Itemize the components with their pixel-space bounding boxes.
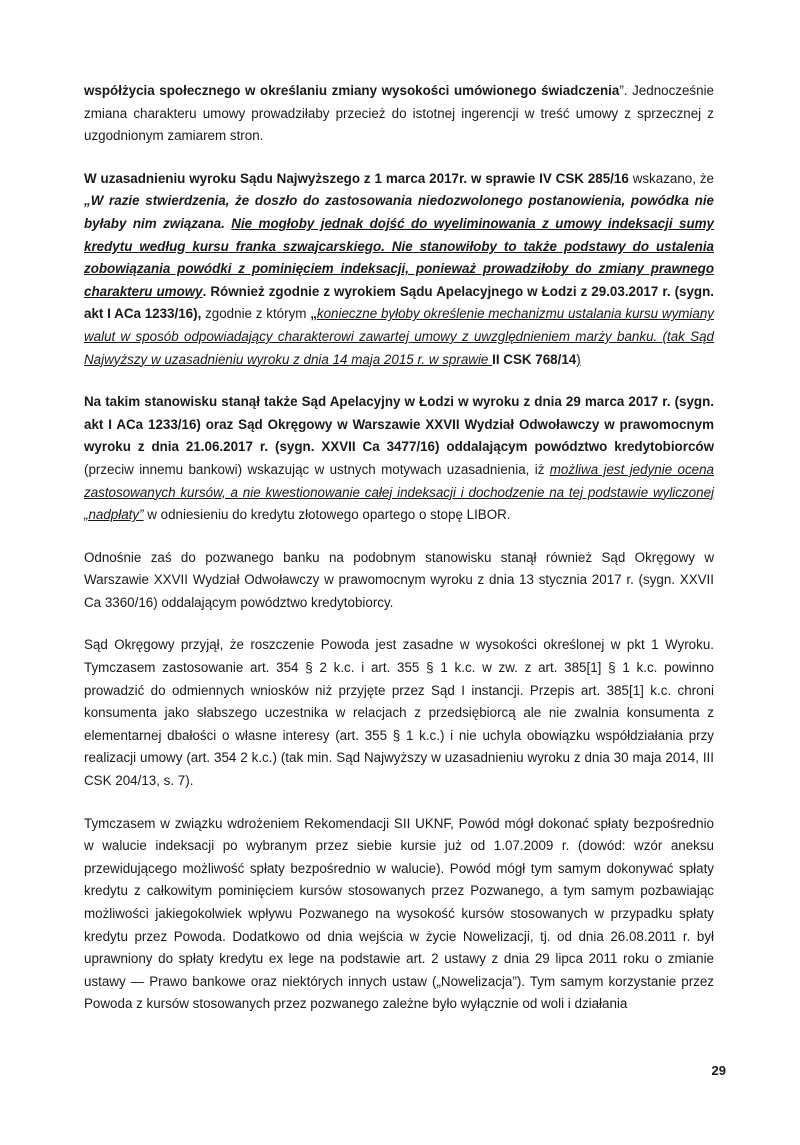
paragraph [84,391,714,527]
text-span: możliwa jest jedynie ocena zastosowanych kursów, a nie kwestionowanie całej indeksacji i dochodzenie na tej podstawie wyliczonej „nadpłaty” [84,461,714,523]
text-span: Nie mogłoby jednak dojść do wyeliminowania z umowy indeksacji sumy kredytu według kursu franka szwajcarskiego. Nie stanowiłoby to także podstawy do ustalenia zobowiązania powódki z pominięciem indeksacji, ponieważ prowadziłoby do zmiany prawnego charakteru umowy [84,215,714,299]
text-span: ) [576,351,581,367]
text-span: „ [310,306,317,322]
text-span: konieczne byłoby określenie mechanizmu ustalania kursu wymiany walut w sposób odpowiadający charakterowi zawartej umowy z uwzględnieniem marży banku. (tak Sąd Najwyższy w uzasadnieniu wyroku z dnia 14 maja 2015 r. w sprawie [84,306,714,367]
text-span: Tymczasem w związku wdrożeniem Rekomendacji SII UKNF, Powód mógł dokonać spłaty bezpośrednio w walucie indeksacji po wybranym przez siebie kursie już od 1.07.2009 r. (dowód: wzór aneksu przewidującego możliwość spłaty bezpośrednio w walucie). Powód mógł tym samym dokonywać spłaty kredytu z całkowitym pominięciem kursów stosowanych przez Pozwanego, a tym samym pozbawiając możliwości jakiegokolwiek wpływu Pozwanego na wysokość kursów stosowanych w przypadku spłaty kredytu przez Powoda. Dodatkowo od dnia wejścia w życie Nowelizacji, tj. od dnia 26.08.2011 r. był uprawniony do spłaty kredytu ex lege na podstawie art. 2 ustawy z dnia 29 lipca 2011 roku o zmianie ustawy — Prawo bankowe oraz niektórych innych ustaw („Nowelizacja”). Tym samym korzystanie przez Powoda z kursów stosowanych przez pozwanego zależne było wyłącznie od woli i działania [84,815,714,1012]
paragraph [84,80,714,148]
text-span: W uzasadnieniu wyroku Sądu Najwyższego z 1 marca 2017r. w sprawie IV CSK 285/16 [84,170,629,186]
paragraph [84,547,714,615]
text-span: w odniesieniu do kredytu złotowego opartego o stopę LIBOR. [143,507,511,523]
text-span: Na takim stanowisku stanął także Sąd Apelacyjny w Łodzi w wyroku z dnia 29 marca 2017 r. (sygn. akt I ACa 1233/16) oraz Sąd Okręgowy w Warszawie XXVII Wydział Odwoławczy w prawomocnym wyroku z dnia 21.06.2017 r. (sygn. XXVII Ca 3477/16) oddalającym powództwo kredytobiorców [84,394,714,455]
paragraph [84,634,714,792]
text-span: wskazano, że [628,170,714,186]
paragraph [84,813,714,1016]
page-number: 29 [711,1063,726,1078]
paragraph [84,168,714,371]
text-span: współżycia społecznego w określaniu zmiany wysokości umówionego świadczenia [84,83,620,98]
text-span: zgodnie z którym [201,306,311,322]
text-span: II CSK 768/14 [492,351,577,367]
text-span: „W razie stwierdzenia, że doszło do zastosowania niedozwolonego postanowienia, powódka nie byłaby nim związana. [84,193,714,231]
text-span: ”. Jednocześnie zmiana charakteru umowy prowadziłaby przecież do istotnej ingerencji w treść umowy z sprzecznej z uzgodnionym zamiarem stron. [84,83,714,144]
text-span: Sąd Okręgowy przyjął, że roszczenie Powoda jest zasadne w wysokości określonej w pkt 1 Wyroku. Tymczasem zastosowanie art. 354 § 2 k.c. i art. 355 § 1 k.c. w zw. z art. 385[1] § 1 k.c. powinno prowadzić do odmiennych wniosków niż przyjęte przez Sąd I instancji. Przepis art. 385[1] k.c. chroni konsumenta jako słabszego uczestnika w relacjach z przedsiębiorcą ale nie zwalnia konsumenta z elementarnej dbałości o własne interesy (art. 355 § 1 k.c.) i nie uchyla obowiązku współdziałania przy realizacji umowy (art. 354 2 k.c.) (tak min. Sąd Najwyższy w uzasadnieniu wyroku z dnia 30 maja 2014, III CSK 204/13, s. 7). [84,637,714,789]
text-span: (przeciw innemu bankowi) wskazując w ustnych motywach uzasadnienia, iż [84,461,550,477]
text-span: Odnośnie zaś do pozwanego banku na podobnym stanowisku stanął również Sąd Okręgowy w Warszawie XXVII Wydział Odwoławczy w prawomocnym wyroku z dnia 13 stycznia 2017 r. (sygn. XXVII Ca 3360/16) oddalającym powództwo kredytobiorcy. [84,549,714,610]
text-span: . Również zgodnie z wyrokiem Sądu Apelacyjnego w Łodzi z 29.03.2017 r. (sygn. akt I ACa 1233/16), [84,283,714,322]
document-body [84,80,714,1036]
